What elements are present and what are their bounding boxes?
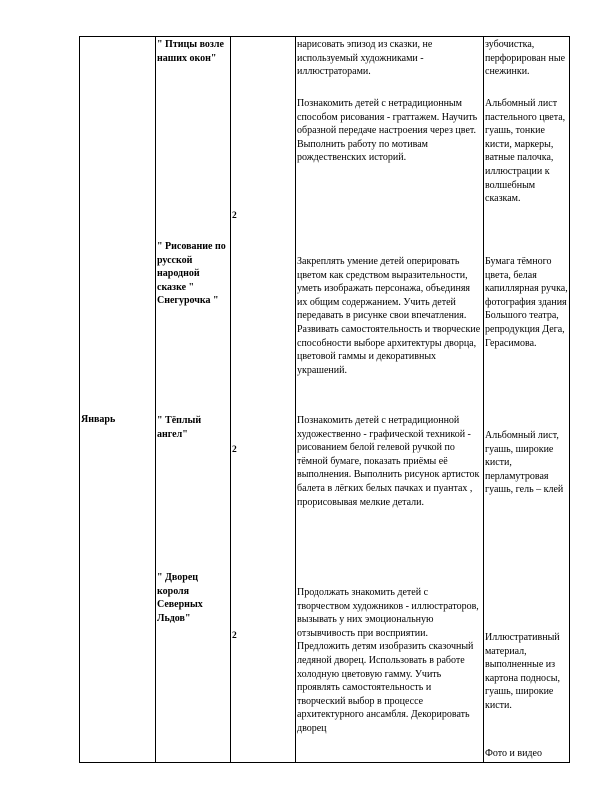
column-divider: [155, 37, 156, 762]
lesson-materials: Бумага тёмного цвета, белая капиллярная ручка, фотография здания Большого театра, репродукция Дега, Герасимова.: [485, 256, 568, 349]
lesson-goals: Закреплять умение детей оперировать цветом как средством выразительности, уметь изображать персонажа, объединяя их общим содержанием. Учить детей передавать в рисунке свои впечатления. Развивать самостоятельность и творческие способности выборе архитектуры дворца, цветовой гаммы и декоративных украшений.: [297, 256, 481, 376]
lesson-hours: 2: [232, 445, 237, 455]
column-divider: [230, 37, 231, 762]
lesson-goals: Познакомить детей с нетрадиционной художественно - графической техникой - рисованием белой гелевой ручкой по тёмной бумаге, показать приёмы её выполнения. Выполнить рисунок артисток балета в лёгких белых пачках и пуантах , прорисовывая мелкие детали.: [297, 415, 480, 508]
month-cell: Январь: [81, 414, 116, 425]
lesson-title: " Дворец короля Северных Льдов": [157, 572, 203, 624]
lesson-goals: нарисовать эпизод из сказки, не используемый художниками - иллюстраторами.: [297, 39, 433, 78]
lesson-materials: Альбомный лист пастельного цвета, гуашь, тонкие кисти, маркеры, ватные палочка, иллюстрации к волшебным сказкам.: [485, 98, 566, 205]
lesson-plan-table: [79, 36, 570, 763]
column-divider: [483, 37, 484, 762]
lesson-title: " Тёплый ангел": [157, 415, 202, 440]
lesson-hours: 2: [232, 211, 237, 221]
lesson-materials: зубочистка, перфорирован ные снежинки.: [485, 39, 566, 78]
lesson-goals: Продолжать знакомить детей с творчеством художников - иллюстраторов, вызывать у них эмоциональную отзывчивость при восприятии. Предложить детям изобразить сказочный ледяной дворец. Использовать в работе холодную цветовую гамму. Учить проявлять самостоятельность и творческий выбор в процессе архитектурного ансамбля. Декорировать дворец: [297, 587, 479, 734]
lesson-materials: Иллюстративный материал, выполненные из картона подносы, гуашь, широкие кисти.: [485, 632, 560, 711]
column-divider: [295, 37, 296, 762]
lesson-title: " Птицы возле наших окон": [157, 39, 224, 64]
lesson-hours: 2: [232, 631, 237, 641]
lesson-materials: Фото и видео: [485, 748, 542, 759]
lesson-goals: Познакомить детей с нетрадиционным способом рисования - граттажем. Научить образной передаче настроения через цвет. Выполнить работу по мотивам рождественских историй.: [297, 98, 478, 164]
lesson-materials: Альбомный лист, гуашь, широкие кисти, перламутровая гуашь, гель – клей: [485, 430, 564, 496]
lesson-title: " Рисование по русской народной сказке " Снегурочка ": [157, 241, 226, 307]
